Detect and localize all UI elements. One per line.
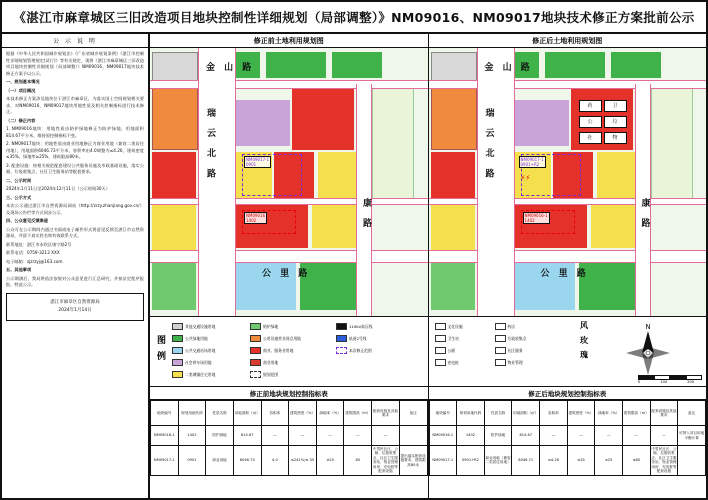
after-map[interactable]: [429, 48, 707, 317]
legend-swatch: [250, 347, 261, 354]
cell: —: [344, 426, 372, 446]
road-label-right: 康 路: [361, 198, 371, 232]
col-header: 绿地率（%）: [316, 401, 344, 426]
charging-pile-icon: ⚡⚡: [520, 174, 531, 182]
col-header: 容积率: [261, 401, 289, 426]
legend-label: 公共交通站场用地: [185, 347, 216, 353]
road-horizontal: [429, 250, 707, 263]
cell: ≤241%/≤ 35: [289, 446, 317, 476]
cell: ≤4.26: [540, 446, 568, 476]
parcel-code-label: NM09016 1402: [246, 213, 266, 224]
parcel-block: [611, 52, 661, 78]
cell: 可纳入项目用地平衡计算: [678, 426, 706, 446]
parcel-block: [431, 202, 475, 252]
legend-swatch: [495, 323, 506, 330]
notice-paragraph: （二）修正内容: [6, 117, 36, 123]
issue-date: 2024年1月14日: [58, 307, 92, 313]
cell: 提出落实配套设施要求，建筑限高80米: [399, 446, 427, 476]
before-table-title: 修正前地块规划控制指标表: [150, 387, 428, 400]
cell: 814.67: [512, 426, 540, 446]
before-column: [150, 34, 429, 498]
legend-swatch: [495, 335, 506, 342]
community-service-icon: 社: [579, 132, 602, 144]
legend-swatch: [172, 335, 183, 342]
parcel-code-label: NM09016-1 1402: [524, 213, 548, 224]
road-vertical: [198, 48, 236, 316]
garbage-icon: 垃: [604, 116, 627, 128]
notice-paragraph: 四、公众意见反馈渠道: [6, 218, 48, 223]
notice-paragraph: （一）项目概况: [6, 87, 36, 93]
col-header: 备注: [678, 401, 706, 426]
cell: 中男民社区、公厕、垃圾收集点、社区卫生服务站、物业管理用房、充电桩等配套设施: [372, 447, 399, 474]
parcel-block: [236, 100, 290, 146]
cell: 防护绿地: [484, 426, 512, 446]
cell: 1402: [178, 426, 206, 446]
road-label-bottom: 公 里 路: [540, 269, 589, 279]
cell: —: [595, 426, 623, 446]
legend-title: 图 例: [155, 335, 165, 363]
cell: 商业用地（兼容二类居住用地）: [484, 446, 512, 476]
parcel-code-label: NM09017-1 0901+R2: [520, 157, 544, 168]
cell: —: [622, 426, 650, 446]
parcel-block: [266, 52, 326, 78]
cell: ≤35: [567, 446, 595, 476]
compass-rose-title: 风 玫 瑰: [579, 321, 589, 361]
issuing-authority-stamp: [6, 293, 144, 321]
legend-label: 公用设施营业网点用地: [263, 335, 301, 341]
legend-label: 其他交通设施用地: [185, 323, 216, 329]
col-header: 建筑密度（%）: [567, 401, 595, 426]
legend-swatch: [435, 335, 446, 342]
legend-swatch: [336, 335, 347, 342]
road-horizontal: [429, 80, 707, 89]
legend-label: 轨道2号线: [349, 335, 367, 341]
parcel-block: [152, 88, 198, 150]
col-header: 地块编号: [429, 401, 457, 426]
cell: 商业用地: [206, 446, 234, 476]
cell: —: [316, 426, 344, 446]
cell: 0901+R2: [457, 446, 485, 476]
notice-paragraph: 二、公示时间: [6, 177, 32, 183]
legend-label: 公共绿地用地: [185, 335, 208, 341]
parcel-code-label: NM09017-1 0901: [246, 157, 270, 168]
notice-paragraph: 联系地址：湛江市赤坎区康宁路2号: [6, 241, 72, 247]
legend-label: 本次修正范围: [349, 347, 372, 353]
scale-label: 100: [660, 380, 668, 384]
cell: NM09016-1: [151, 426, 179, 446]
before-map-title: 修正前土地利用规划图: [150, 34, 428, 48]
col-header: 用地面积（㎡）: [233, 401, 261, 426]
clinic-icon: 卫: [604, 100, 627, 112]
legend-label: 充电桩: [447, 359, 459, 365]
after-table-title: 修正后地块规划控制指标表: [429, 387, 707, 400]
cell: NM09016-1: [429, 426, 457, 446]
notice-paragraph: 2024年1月11日至2024年12月11日（公示时间30天）: [6, 186, 110, 191]
revision-boundary: [242, 210, 296, 234]
notice-text: [2, 48, 148, 384]
col-header: 建筑限高（m）: [622, 401, 650, 426]
col-header: 地块编号: [151, 401, 179, 426]
table-row: [151, 446, 428, 476]
pharmacy-icon: 药: [579, 100, 602, 112]
legend-label: 物业管理: [507, 359, 523, 365]
col-header: 规划用地代码: [178, 401, 206, 426]
content-area: [2, 34, 706, 498]
cell: 0901: [178, 446, 206, 476]
legend-label: 文化设施: [447, 323, 463, 329]
notice-paragraph: 一、规划基本情况: [6, 79, 40, 84]
notice-paragraph: 公众可在公示期间内通过书面或电子邮件形式将意见反馈至湛江市自然资源局，并留下真实姓名和有效联系方式。: [6, 226, 144, 238]
legend-swatch: [336, 347, 347, 354]
road-horizontal: [429, 198, 707, 205]
authority-name: 湛江市麻章区自然资源局: [50, 300, 100, 306]
after-map-title: 修正后土地利用规划图: [429, 34, 707, 48]
col-header: 配套设施及其他要求: [650, 401, 678, 426]
table-header-row: [151, 401, 428, 426]
cell: [678, 446, 706, 476]
legend-swatch: [250, 371, 261, 378]
col-header: 用地面积（㎡）: [512, 401, 540, 426]
cell: NM09017-1: [429, 446, 457, 476]
road-label-top: 金 山 路: [484, 63, 533, 73]
parcel-block: [545, 52, 605, 78]
legend-swatch: [495, 347, 506, 354]
legend-after: [429, 317, 707, 387]
notice-paragraph: 电子邮箱：zjzrzyj@163.com: [6, 258, 63, 264]
road-vertical: [477, 48, 515, 316]
cell: [399, 426, 427, 446]
legend-label: 社区服务: [507, 347, 523, 353]
col-header: 备注: [399, 401, 427, 426]
legend-label: 药店: [507, 323, 516, 329]
legend-label: 110kV高压线: [349, 323, 373, 329]
parcel-block: [431, 256, 475, 310]
legend-swatch: [172, 359, 183, 366]
legend-swatch: [172, 347, 183, 354]
legend-label: 商业用地: [263, 359, 279, 365]
notice-paragraph: 3. 配套设施：按相关规范配套建设公共服务设施及市政基础设施，落实公厕、垃圾收集点、社区卫生服务站等配套要求。: [6, 162, 144, 174]
legend-label: 卫生站: [447, 335, 459, 341]
legend-swatch: [250, 323, 261, 330]
parcel-block: [431, 152, 475, 198]
page-title-bar: [2, 2, 706, 34]
after-indicator-table: [429, 400, 707, 476]
notice-paragraph: 本技术修正方案涉及地块位于湛江市麻章区，为落实国土空间规划相关要求，对NM09016、NM09017地块用地性质及相关控制指标进行技术修正。: [6, 96, 144, 114]
facility-icon-cluster: [579, 100, 627, 146]
road-label-top: 金 山 路: [206, 63, 255, 73]
parcel-block: [152, 152, 196, 198]
parcel-block: [651, 88, 693, 200]
revision-boundary: [521, 210, 575, 234]
road-label-left: 瑞 云 北 路: [483, 108, 494, 182]
notice-paragraph: 联系电话：0759-3213 XXX: [6, 250, 60, 255]
table-header-row: [429, 401, 706, 426]
page-title: 《湛江市麻章城区三旧改造项目地块控制性详细规划（局部调整）》NM09016、NM09017地块技术修正方案批前公示: [13, 10, 695, 25]
cell: ≥25: [316, 446, 344, 476]
scale-bar: [638, 375, 702, 384]
notice-paragraph: 公示期满后，我局将依法依规对公众意见进行汇总研究，并按法定程序报批。特此公示。: [6, 275, 144, 287]
col-header: 绿地率（%）: [595, 401, 623, 426]
cell: —: [540, 426, 568, 446]
road-horizontal: [150, 250, 428, 263]
parcel-block: [152, 202, 196, 252]
cell: NM09017-1: [151, 446, 179, 476]
notice-paragraph: 1. NM09016地块：用地性质由防护绿地修正为防护绿地，用地面积814.67平方米，维持原控制指标不变。: [6, 126, 144, 138]
cell: 4.0: [261, 446, 289, 476]
toilet-icon: 公: [579, 116, 602, 128]
notice-paragraph: 五、其他事项: [6, 267, 32, 272]
road-label-bottom: 公 里 路: [262, 269, 311, 279]
notice-paragraph: 三、公示方式: [6, 194, 32, 200]
col-header: 建筑限高（m）: [344, 401, 372, 426]
cell: 1402: [457, 426, 485, 446]
notice-column: [2, 34, 150, 498]
before-indicator-table: [150, 400, 428, 476]
table-row: [151, 426, 428, 446]
notice-paragraph: 2. NM09017地块：用地性质由商业用地修正为商业用地（兼容二类居住用地），用地面积6046.73平方米，容积率由4.0调整为≤4.26，建筑密度≤35%，绿地率≥25%，建筑限高80米。: [6, 141, 144, 159]
property-management-icon: 物: [604, 132, 627, 144]
scale-label: 200: [687, 380, 694, 384]
legend-swatch: [435, 359, 446, 366]
parcel-block: [332, 52, 382, 78]
road-label-left: 瑞 云 北 路: [205, 108, 215, 182]
legend-swatch: [435, 347, 446, 354]
cell: ≥25: [595, 446, 623, 476]
legend-swatch: [172, 323, 183, 330]
legend-before: [150, 317, 428, 387]
legend-swatch: [495, 359, 506, 366]
cell: —: [261, 426, 289, 446]
legend-label: 社会停车场用地: [185, 359, 212, 365]
scale-label: 0: [638, 380, 641, 384]
parcel-block: [292, 88, 354, 150]
legend-label: 公厕: [447, 347, 456, 353]
svg-text:N: N: [645, 323, 651, 331]
col-header: 容积率: [540, 401, 568, 426]
cell: 6046.73: [233, 446, 261, 476]
legend-label: 商业、服务业用地: [263, 347, 294, 353]
cell: 6046.71: [512, 446, 540, 476]
col-header: 建筑密度（%）: [289, 401, 317, 426]
cell: —: [372, 426, 400, 446]
legend-label: 防护绿地: [263, 323, 279, 329]
cell: —: [289, 426, 317, 446]
notice-paragraph: 根据《中华人民共和国城乡规划法》《广东省城乡规划条例》《湛江市控制性详细规划管理规定(试行)》等有关规定，现将《湛江市麻章城区三旧改造项目地块控制性详细规划（局部调整）》NM09016、NM09017地块技术修正方案予以公示。: [6, 51, 144, 76]
cell: 80: [344, 446, 372, 476]
road-horizontal: [150, 198, 428, 205]
legend-swatch: [250, 335, 261, 342]
after-column: [429, 34, 707, 498]
road-label-right: 康 路: [639, 198, 650, 232]
parcel-block: [515, 100, 569, 146]
parcel-block: [431, 88, 477, 150]
notice-paragraph: 本次公示通过湛江市自然资源局网站（http://zrzy.zhanjiang.gov.cn/）及现场公告栏等方式同步公示。: [6, 203, 144, 215]
notice-heading: 公 示 说 明: [2, 34, 148, 48]
col-header: 性质名称: [206, 401, 234, 426]
legend-label: 垃圾收集点: [507, 335, 527, 341]
cell: 814.67: [233, 426, 261, 446]
before-map[interactable]: [150, 48, 428, 317]
cell: 中男民社区、公厕、垃圾收集点、社区卫生服务站、物业管理用房、充电桩等配套设施: [651, 447, 677, 474]
legend-swatch: [172, 371, 183, 378]
col-header: 规划用地代码: [457, 401, 485, 426]
legend-label: 规划范围: [263, 371, 279, 377]
cell: —: [650, 426, 678, 446]
cell: —: [567, 426, 595, 446]
cell: ≤80: [622, 446, 650, 476]
legend-swatch: [336, 323, 347, 330]
road-horizontal: [150, 80, 428, 89]
cell: 防护绿地: [206, 426, 234, 446]
col-header: 配套设施及其他要求: [372, 401, 400, 426]
legend-label: 二类城镇住宅用地: [185, 371, 216, 377]
col-header: 性质名称: [484, 401, 512, 426]
table-row: [429, 426, 706, 446]
legend-swatch: [435, 323, 446, 330]
legend-swatch: [250, 359, 261, 366]
parcel-block: [372, 88, 414, 200]
table-row: [429, 446, 706, 476]
parcel-block: [152, 256, 196, 310]
